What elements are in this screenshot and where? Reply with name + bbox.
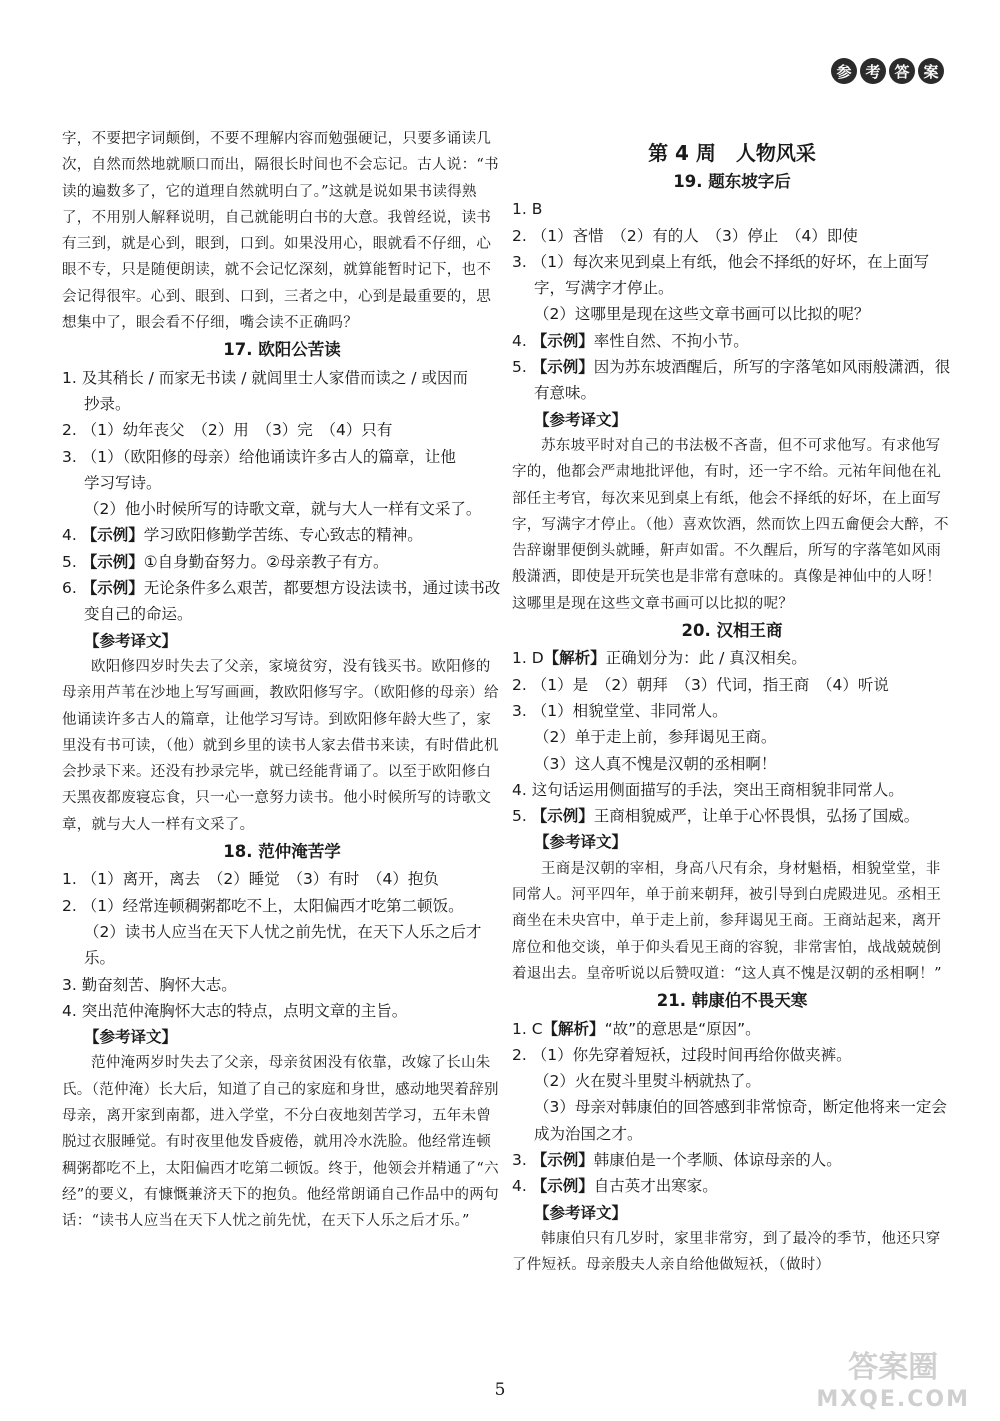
answer-item: 2. （1）经常连顿稠粥都吃不上，太阳偏西才吃第二顿饭。 [62,896,464,915]
section-title: 18. 范仲淹苦学 [223,842,341,862]
answer-item: 1. C【解析】“故”的意思是“原因”。 [512,1019,761,1038]
intro-translation: 字，不要把字词颠倒，不要不理解内容而勉强硬记，只要多诵读几次，自然而然地就顺口而出，隔很长时间也不会忘记。古人说：“书读的遍数多了，它的道理自然就明白了。”这就是说如果书读得熟了，不用别人解释说明，自己就能明白书的大意。我曾经说，读书有三到，就是心到，眼到，口到。如果没用心，眼就看不仔细，心眼不专，只是随便朗读，就不会记忆深刻，就算能暂时记下，也不会记得很牢。心到、眼到、口到，三者之中，心到是最重要的，思想集中了，眼会看不仔细，嘴会读不正确吗？ [62,131,499,332]
answer-subitem: （2）他小时候所写的诗歌文章，就与大人一样有文采了。 [84,500,482,519]
answer-item: 5. 【示例】因为苏东坡酒醒后，所写的字落笔如风雨般潇洒，很有意味。 [512,358,951,403]
badge-char: 案 [918,58,944,84]
answer-item: 3. （1）每次来见到桌上有纸，他会不择纸的好坏，在上面写字，写满字才停止。 [512,252,930,298]
reference-translation: 范仲淹两岁时失去了父亲，母亲贫困没有依靠，改嫁了长山朱氏。（范仲淹）长大后，知道了自己的家庭和身世，感动地哭着辞别母亲，离开家到南都，进入学堂，不分白夜地刻苦学习，五年未曾脱过衣服睡觉。有时夜里他发昏疲倦，就用冷水洗脸。他经常连顿稠粥都吃不上，太阳偏西才吃第二顿饭。终于，他领会并精通了“六经”的要义，有慷慨兼济天下的抱负。他经常朗诵自己作品中的两句话：“读书人应当在天下人忧之前先忧，在天下人乐之后才乐。” [62,1055,499,1230]
answer-item: 5. 【示例】①自身勤奋努力。②母亲教子有方。 [62,552,389,571]
section-title: 20. 汉相王商 [681,621,783,641]
answer-subitem: （3）这人真不愧是汉朝的丞相啊！ [534,754,777,773]
answer-item: 1. （1）离开，离去 （2）睡觉 （3）有时 （4）抱负 [62,870,439,889]
answer-subitem: （2）读书人应当在天下人忧之前先忧，在天下人乐之后才乐。 [84,922,482,968]
reference-translation-label: 【参考译文】 [534,833,628,852]
section-title: 17. 欧阳公苦读 [223,340,341,360]
answer-item: 3. 【示例】韩康伯是一个孝顺、体谅母亲的人。 [512,1150,842,1169]
answer-item: 1. D【解析】正确划分为：此 / 真汉相矣。 [512,649,807,668]
reference-translation-label: 【参考译文】 [534,1203,628,1222]
answer-item: 4. 突出范仲淹胸怀大志的特点，点明文章的主旨。 [62,1001,408,1020]
answer-item: 4. 【示例】自古英才出寒家。 [512,1177,718,1196]
section-title: 19. 题东坡字后 [673,172,791,191]
reference-translation-label: 【参考译文】 [84,631,178,650]
week-title: 第 4 周 人物风采 [648,141,816,165]
reference-translation: 韩康伯只有几岁时，家里非常穷，到了最冷的季节，他还只穿了件短袄。母亲殷夫人亲自给他做短袄，（做时） [512,1230,941,1274]
reference-translation: 苏东坡平时对自己的书法极不吝啬，但不可求他写。有求他写字的，他都会严肃地批评他，有时，还一字不给。元祐年间他在礼部任主考官，每次来见到桌上有纸，他会不择纸的好坏，在上面写字，写满字才停止。（他）喜欢饮酒，然而饮上四五龠便会大醉，不告辞谢罪便倒头就睡，鼾声如雷。不久醒后，所写的字落笔如风雨般潇洒，即使是开玩笑也是非常有意味的。真像是神仙中的人呀！这哪里是现在这些文章书画可以比拟的呢？ [512,437,949,612]
left-column [62,126,502,1234]
answer-item: 2. （1）你先穿着短袄，过段时间再给你做夹裤。 [512,1045,852,1064]
site-watermark: 答案圈 MXQE.COM [816,1350,970,1412]
reference-translation: 欧阳修四岁时失去了父亲，家境贫穷，没有钱买书。欧阳修的母亲用芦苇在沙地上写写画画，教欧阳修写字。（欧阳修的母亲）给他诵读许多古人的篇章，让他学习写诗。到欧阳修年龄大些了，家里没有书可读，（他）就到乡里的读书人家去借书来读，有时借此机会抄录下来。还没有抄录完毕，就已经能背诵了。以至于欧阳修白天黑夜都废寝忘食，只一心一意努力读书。他小时候所写的诗歌文章，就与大人一样有文采了。 [62,658,499,833]
answer-item: 4. 这句话运用侧面描写的手法，突出王商相貌非同常人。 [512,780,904,799]
badge-char: 考 [860,58,886,84]
reference-translation-label: 【参考译文】 [84,1028,178,1047]
page-number: 5 [494,1380,506,1400]
answer-subitem: （2）火在熨斗里熨斗柄就热了。 [534,1072,761,1091]
badge-char: 参 [831,58,857,84]
answer-item: 6. 【示例】无论条件多么艰苦，都要想方设法读书，通过读书改变自己的命运。 [62,579,501,624]
answer-item: 1. 及其稍长 / 而家无书读 / 就闾里士人家借而读之 / 或因而 [62,368,468,387]
answer-subitem: （3）母亲对韩康伯的回答感到非常惊奇，断定他将来一定会成为治国之才。 [534,1098,947,1143]
answer-subitem: （2）这哪里是现在这些文章书画可以比拟的呢？ [534,305,870,324]
answer-key-badge [831,58,944,84]
answer-continuation: 学习写诗。 [84,473,162,492]
answer-item: 4. 【示例】学习欧阳修勤学苦练、专心致志的精神。 [62,526,423,545]
reference-translation: 王商是汉朝的宰相，身高八尺有余，身材魁梧，相貌堂堂，非同常人。河平四年，单于前来朝拜，被引导到白虎殿进见。丞相王商坐在未央宫中，单于走上前，参拜谒见王商。王商站起来，离开席位和他交谈，单于仰头看见王商的容貌，非常害怕，战战兢兢倒着退出去。皇帝听说以后赞叹道：“这人真不愧是汉朝的丞相啊！” [512,860,942,982]
answer-item: 2. （1）幼年丧父 （2）用 （3）完 （4）只有 [62,421,393,440]
badge-char: 答 [889,58,915,84]
answer-item: 5. 【示例】王商相貌威严，让单于心怀畏惧，弘扬了国威。 [512,807,920,826]
answer-item: 2. （1）吝惜 （2）有的人 （3）停止 （4）即使 [512,226,858,245]
answer-subitem: （2）单于走上前，参拜谒见王商。 [534,728,777,747]
answer-item: 3. （1）（欧阳修的母亲）给他诵读许多古人的篇章，让他 [62,447,456,466]
answer-item: 3. 勤奋刻苦、胸怀大志。 [62,975,237,994]
answer-continuation: 抄录。 [84,394,131,413]
reference-translation-label: 【参考译文】 [534,410,628,429]
right-column [512,132,952,1278]
answer-item: 3. （1）相貌堂堂、非同常人。 [512,701,728,720]
section-title: 21. 韩康伯不畏天寒 [656,991,808,1011]
answer-item: 2. （1）是 （2）朝拜 （3）代词，指王商 （4）听说 [512,675,889,694]
answer-item: 4. 【示例】率性自然、不拘小节。 [512,331,749,350]
answer-item: 1. B [512,200,543,219]
